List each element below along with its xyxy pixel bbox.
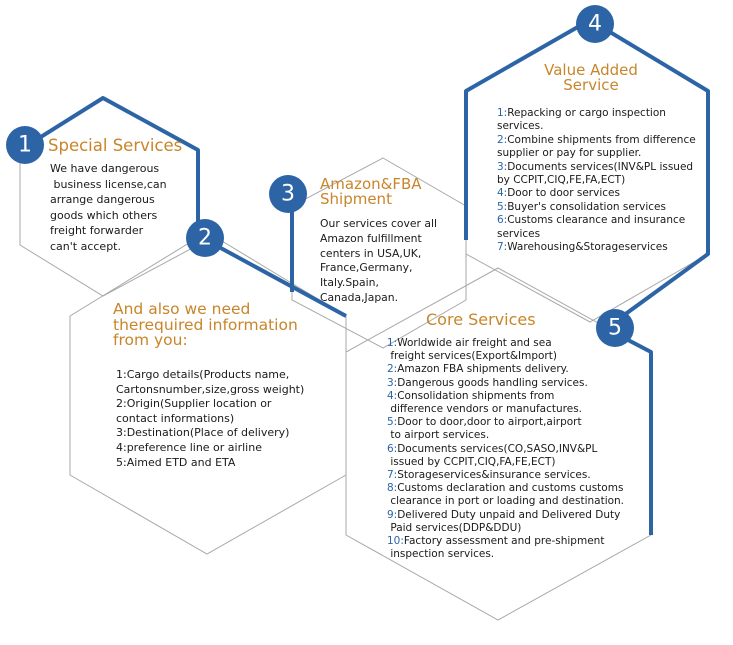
list-number: 5:: [387, 416, 398, 429]
svg-text:5: 5: [608, 315, 622, 341]
list-number: 6:: [497, 214, 508, 227]
list-text: difference vendors or manufactures.: [387, 403, 583, 416]
core-service-item: [387, 363, 624, 376]
list-text: Customs declaration and customs customs: [397, 482, 624, 495]
list-number: 4:: [497, 187, 508, 200]
required-info-line: 3:Destination(Place of delivery): [116, 426, 290, 440]
list-text: Amazon FBA shipments delivery.: [397, 363, 569, 376]
special-services-line: arrange dangerous: [50, 193, 155, 207]
required-info-line: 2:Origin(Supplier location or: [116, 397, 272, 411]
core-service-item: [387, 535, 624, 561]
required-info-title-line: from you:: [113, 331, 188, 349]
amazon-fba-line: centers in USA,UK,: [320, 246, 422, 260]
amazon-fba-title-line: Shipment: [320, 190, 392, 208]
amazon-fba-line: Canada,Japan.: [320, 290, 399, 304]
required-info-text: [116, 368, 304, 470]
core-service-item: [387, 443, 624, 469]
list-text: Warehousing&Storageservices: [507, 241, 668, 254]
list-number: 8:: [387, 482, 398, 495]
value-added-item: [497, 214, 696, 241]
list-number: 1:: [387, 337, 398, 349]
list-text: services.: [497, 120, 544, 133]
list-text: inspection services.: [387, 548, 495, 561]
list-text: to airport services.: [387, 429, 490, 442]
value-added-item: [497, 161, 696, 188]
list-text: Dangerous goods handling services.: [397, 376, 588, 389]
list-text: Repacking or cargo inspection: [507, 107, 666, 119]
list-number: 9:: [387, 508, 398, 521]
amazon-fba-line: Amazon fulfillment: [320, 231, 422, 245]
svg-text:3: 3: [281, 181, 295, 207]
special-services-line: We have dangerous: [50, 162, 160, 175]
badge-1: [6, 126, 44, 164]
list-number: 10:: [387, 535, 404, 548]
list-text: services: [497, 227, 541, 240]
special-services-line: goods which others: [50, 208, 158, 222]
list-text: Factory assessment and pre-shipment: [403, 535, 605, 548]
svg-text:1: 1: [18, 132, 32, 158]
list-text: by CCPIT,CIQ,FE,FA,ECT): [497, 174, 626, 187]
list-text: Documents services(CO,SASO,INV&PL: [397, 442, 598, 455]
list-text: Delivered Duty unpaid and Delivered Duty: [397, 508, 621, 521]
list-text: Paid services(DDP&DDU): [387, 521, 522, 534]
badge-3: [269, 175, 307, 213]
required-info-line: Cartonsnumber,size,gross weight): [116, 382, 305, 396]
amazon-fba-title: [320, 177, 422, 207]
list-text: Buyer's consolidation services: [507, 200, 666, 213]
list-text: issued by CCPIT,CIQ,FA,FE,ECT): [387, 455, 556, 468]
required-info-line: 4:preference line or airline: [116, 440, 262, 454]
core-service-item: [387, 377, 624, 390]
list-text: freight services(Export&Import): [387, 350, 557, 363]
required-info-title: [113, 302, 298, 349]
amazon-fba-line: France,Germany,: [320, 261, 413, 275]
core-service-item: [387, 390, 624, 416]
value-added-list: [497, 107, 696, 254]
accent-line-core: [628, 340, 651, 535]
core-service-item: [387, 416, 624, 442]
list-number: 7:: [497, 241, 508, 254]
required-info-title-line: And also we need: [113, 300, 251, 318]
core-service-item: [387, 482, 624, 508]
list-text: Door to door,door to airport,airport: [397, 416, 582, 429]
value-added-title: [526, 63, 656, 93]
badge-4: [576, 5, 614, 43]
core-service-item: [387, 509, 624, 535]
value-added-item: [497, 201, 696, 214]
required-info-line: 5:Aimed ETD and ETA: [116, 455, 236, 469]
amazon-fba-line: Italy.Spain,: [320, 276, 379, 290]
list-text: Customs clearance and insurance: [507, 214, 686, 227]
list-number: 4:: [387, 389, 398, 402]
list-text: supplier or pay for supplier.: [497, 147, 642, 160]
special-services-text: [50, 161, 167, 255]
special-services-line: can't accept.: [50, 239, 121, 253]
list-number: 2:: [387, 363, 398, 376]
special-services-line: freight forwarder: [50, 224, 144, 238]
svg-text:4: 4: [588, 11, 602, 37]
special-services-line: business license,can: [50, 177, 167, 191]
core-service-item: [387, 469, 624, 482]
list-number: 2:: [497, 133, 508, 146]
core-services-list: [387, 337, 624, 561]
list-number: 7:: [387, 469, 398, 482]
list-number: 3:: [497, 160, 508, 173]
list-text: Door to door services: [507, 187, 620, 200]
required-info-line: contact informations): [116, 411, 235, 425]
value-added-title-line: Value Added: [544, 61, 638, 79]
required-info-line: 1:Cargo details(Products name,: [116, 368, 290, 381]
svg-text:2: 2: [198, 225, 212, 251]
value-added-item: [497, 134, 696, 161]
core-services-title: Core Services: [426, 310, 536, 329]
amazon-fba-line: Our services cover all: [320, 217, 438, 230]
list-text: Storageservices&insurance services.: [397, 469, 591, 482]
list-text: Consolidation shipments from: [397, 389, 555, 402]
list-number: 6:: [387, 442, 398, 455]
badge-2: [186, 219, 224, 257]
list-text: Documents services(INV&PL issued: [507, 160, 694, 173]
list-text: clearance in port or loading and destination.: [387, 495, 625, 508]
list-text: Combine shipments from difference: [507, 133, 696, 146]
core-service-item: [387, 337, 624, 363]
value-added-item: [497, 187, 696, 200]
value-added-item: [497, 107, 696, 134]
amazon-fba-text: [320, 217, 437, 306]
special-services-title: Special Services: [48, 136, 183, 155]
list-number: 1:: [497, 107, 508, 119]
list-number: 5:: [497, 200, 508, 213]
list-text: Worldwide air freight and sea: [397, 337, 552, 349]
required-info-title-line: therequired information: [113, 315, 298, 334]
list-number: 3:: [387, 376, 398, 389]
amazon-fba-title-line: Amazon&FBA: [320, 175, 422, 193]
value-added-item: [497, 241, 696, 254]
value-added-title-line: Service: [563, 76, 619, 94]
